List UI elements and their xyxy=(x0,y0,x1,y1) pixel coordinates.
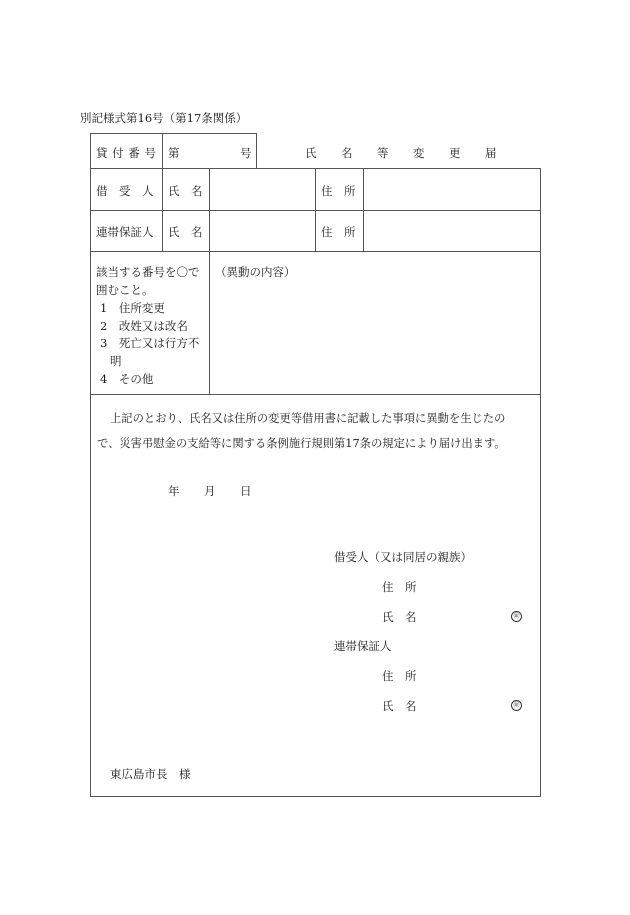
change-details-label: （異動の内容） xyxy=(215,265,296,279)
signature-guarantor-label: 連帯保証人 xyxy=(334,639,392,653)
form-number: 別記様式第16号（第17条関係） xyxy=(80,111,248,125)
border-bottom xyxy=(90,796,541,797)
form-title-char: 変 xyxy=(413,146,425,160)
border-col-address-value xyxy=(363,168,364,252)
form-title-char: 名 xyxy=(341,146,353,160)
signature-address-label: 住 所 xyxy=(382,669,417,683)
guarantor-name-label: 氏 名 xyxy=(168,225,203,239)
change-option-continued: 明 xyxy=(110,354,122,368)
signature-name-label: 氏 名 xyxy=(382,610,417,624)
date-month: 月 xyxy=(204,484,216,498)
signature-name-label: 氏 名 xyxy=(382,699,417,713)
date-day: 日 xyxy=(240,484,252,498)
guarantor-label: 連帯保証人 xyxy=(96,225,154,239)
change-instruction: 囲むこと。 xyxy=(96,283,154,297)
loan-number-prefix: 第 xyxy=(168,146,180,160)
border-left xyxy=(90,133,91,797)
form-title-char: 等 xyxy=(377,146,389,160)
change-option: 1 住所変更 xyxy=(100,301,165,315)
statement-line-2: で、災害弔慰金の支給等に関する条例施行規則第17条の規定により届け出ます。 xyxy=(97,437,506,450)
border-col-address-label xyxy=(315,168,316,252)
change-option: 2 改姓又は改名 xyxy=(100,319,188,333)
loan-number-suffix: 号 xyxy=(240,146,252,160)
borrower-label: 借 受 人 xyxy=(96,184,154,198)
change-instruction: 該当する番号を〇で xyxy=(96,265,200,279)
change-option: 4 その他 xyxy=(100,372,154,386)
form-title-char: 更 xyxy=(449,146,461,160)
change-option: 3 死亡又は行方不 xyxy=(100,336,200,350)
seal-mark-icon: ㊞ xyxy=(511,611,522,622)
loan-number-label: 貸 付 番 号 xyxy=(96,146,157,160)
border-loan-right xyxy=(256,133,257,169)
signature-address-label: 住 所 xyxy=(382,580,417,594)
border-right xyxy=(540,168,541,797)
borrower-address-label: 住 所 xyxy=(321,184,356,198)
border-row-3 xyxy=(90,394,541,395)
date-year: 年 xyxy=(168,484,180,498)
border-top-loan xyxy=(90,133,257,134)
addressee: 東広島市長 様 xyxy=(110,767,191,781)
form-title-char: 氏 xyxy=(305,146,317,160)
statement-line-1: 上記のとおり、氏名又は住所の変更等借用書に記載した事項に異動を生じたの xyxy=(110,412,506,425)
guarantor-address-label: 住 所 xyxy=(321,225,356,239)
seal-mark-icon: ㊞ xyxy=(511,700,522,711)
border-col-name xyxy=(209,168,210,395)
form-title-char: 届 xyxy=(485,146,497,160)
signature-borrower-label: 借受人（又は同居の親族） xyxy=(334,550,472,564)
border-col-label xyxy=(162,133,163,252)
borrower-name-label: 氏 名 xyxy=(168,184,203,198)
